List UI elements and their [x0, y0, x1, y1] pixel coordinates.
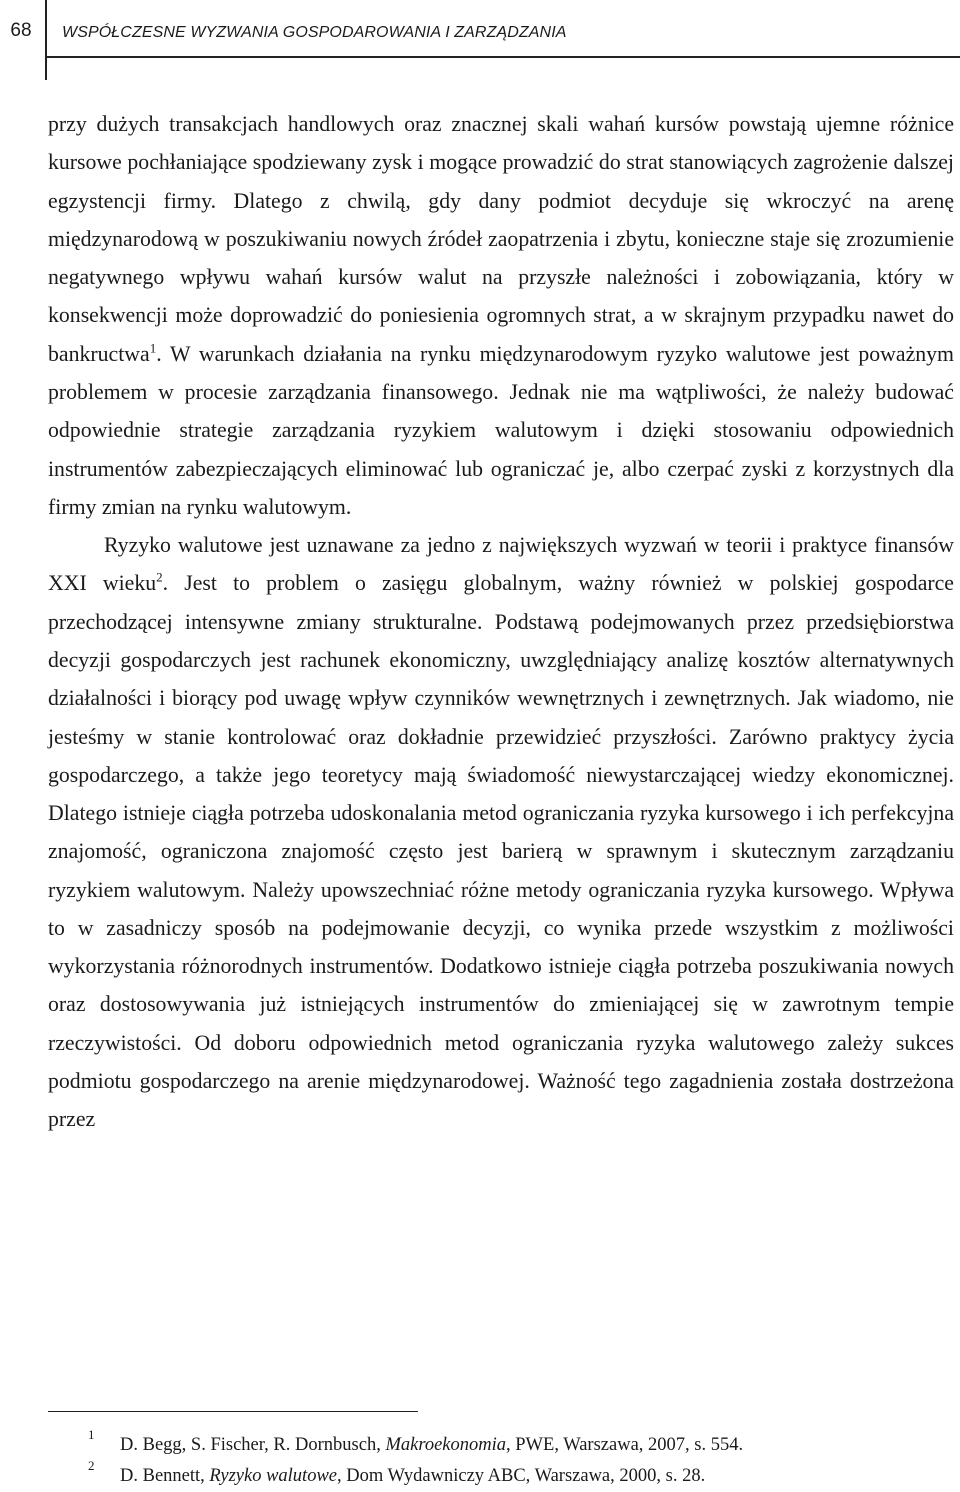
footnote-1-authors: D. Begg, S. Fischer, R. Dornbusch, [120, 1435, 386, 1455]
footnote-2-title: Ryzyko walutowe [209, 1466, 338, 1486]
paragraph-2-text-b: . Jest to problem o zasięgu globalnym, ważny również w polskiej gospodarce przechodzącej intensywne zmiany strukturalne. Podstawą podejmowanych przez przedsiębiorstwa decyzji gospodarczych jest rachunek ekonomiczny, uwzględniający analizę kosztów alternatywnych działalności i biorący pod uwagę wpływ czynników wewnętrznych i zewnętrznych. Jak wiadomo, nie jesteśmy w stanie kontrolować oraz dokładnie przewidzieć przyszłości. Zarówno praktycy życia gospodarczego, a także jego teoretycy mają świadomość niewystarczającej wiedzy ekonomicznej. Dlatego istnieje ciągła potrzeba udoskonalania metod ograniczania ryzyka kursowego i ich perfekcyjna znajomość, ograniczona znajomość często jest barierą w sprawnym i skutecznym zarządzaniu ryzykiem walutowym. Należy upowszechniać różne metody ograniczania ryzyka kursowego. Wpływa to w zasadniczy sposób na podejmowanie decyzji, co wynika przede wszystkim z możliwości wykorzystania różnorodnych instrumentów. Dodatkowo istnieje ciągła potrzeba poszukiwania nowych oraz dostosowywania już istniejących instrumentów do zmieniającej się w zawrotnym tempie rzeczywistości. Od doboru odpowiednich metod ograniczania ryzyka walutowego zależy sukces podmiotu gospodarczego na arenie międzynarodowej. Ważność tego zagadnienia została dostrzeżona przez [48, 571, 954, 1132]
footnote-2 [88, 1458, 706, 1487]
header-vertical-rule [45, 0, 47, 80]
paragraph-1-text-a: przy dużych transakcjach handlowych oraz znacznej skali wahań kursów powstają ujemne różnice kursowe pochłaniające spodziewany zysk i mogące prowadzić do strat stanowiących zagrożenie dalszej egzystencji firmy. Dlatego z chwilą, gdy dany podmiot decyduje się wkroczyć na arenę międzynarodową w poszukiwaniu nowych źródeł zaopatrzenia i zbytu, konieczne staje się zrozumienie negatywnego wpływu wahań kursów walut na przyszłe należności i zobowiązania, który w konsekwencji może doprowadzić do poniesienia ogromnych strat, a w skrajnym przypadku nawet do bankructwa [48, 112, 954, 366]
paragraph-2 [48, 526, 954, 1139]
body-text [48, 105, 954, 1139]
header-horizontal-rule [45, 56, 960, 58]
footnote-1-publisher: , PWE, Warszawa, 2007, s. 554. [506, 1435, 744, 1455]
footnote-2-publisher: , Dom Wydawniczy ABC, Warszawa, 2000, s. 28. [337, 1466, 706, 1486]
paragraph-1 [48, 105, 954, 526]
paragraph-2-text-a: Ryzyko walutowe jest uznawane za jedno z największych wyzwań w teorii i praktyce finansów XXI wieku [48, 533, 954, 596]
running-title: WSPÓŁCZESNE WYZWANIA GOSPODAROWANIA I ZARZĄDZANIA [62, 24, 567, 41]
footnote-1-title: Makroekonomia [385, 1435, 507, 1455]
paragraph-1-text-b: . W warunkach działania na rynku międzynarodowym ryzyko walutowe jest poważnym problemem w procesie zarządzania finansowego. Jednak nie ma wątpliwości, że należy budować odpowiednie strategie zarządzania ryzykiem walutowym i dzięki stosowaniu odpowiednich instrumentów zabezpieczających eliminować lub ograniczać je, albo czerpać zyski z korzystnych dla firmy zmian na rynku walutowym. [48, 341, 954, 519]
footnote-1 [88, 1427, 744, 1456]
footnote-2-mark: 2 [88, 1458, 95, 1473]
footnote-2-authors: D. Bennett, [120, 1466, 210, 1486]
footnote-1-mark: 1 [88, 1427, 95, 1442]
footnote-ref-2[interactable]: 2 [156, 570, 163, 586]
footnote-ref-1[interactable]: 1 [149, 340, 157, 356]
page-number: 68 [10, 20, 32, 41]
footnote-separator [48, 1411, 418, 1412]
